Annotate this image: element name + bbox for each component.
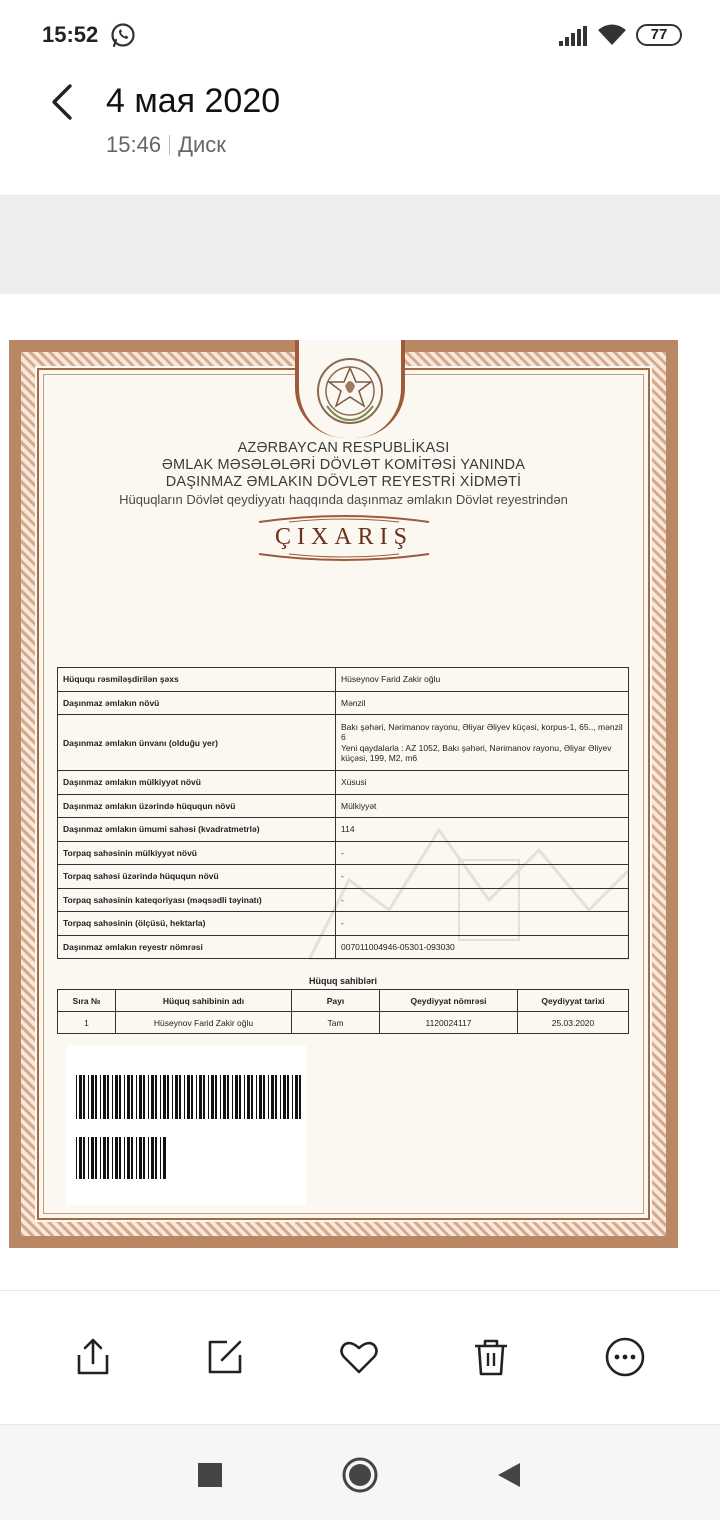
row-value: - [336,912,629,936]
battery-icon [636,24,682,46]
org-line-3: DAŞINMAZ ƏMLAKIN DÖVLƏT REYESTRİ XİDMƏTİ [165,474,522,490]
address-old: Bakı şəhəri, Nərimanov rayonu, Əliyar Əliyev küçəsi, korpus-1, 65.., mənzil 6 [341,721,623,742]
heading-ornament-bottom-icon [259,552,429,562]
table-row [58,888,629,912]
row-label: Daşınmaz əmlakın ünvanı (olduğu yer) [58,715,336,771]
address-new: Yeni qaydalarla : AZ 1052, Bakı şəhəri, Nərimanov rayonu, Əliyar Əliyev küçəsi, 199, M2, m6 [341,742,612,763]
row-label: Hüququ rəsmiləşdirilən şəxs [58,668,336,692]
divider [169,135,170,155]
row-value: - [336,888,629,912]
photo-source: Диск [178,132,226,157]
owner-cell: Tam [292,1012,380,1034]
wifi-icon [597,23,627,47]
row-value: 007011004946-05301-093030 [336,935,629,959]
column-header: Sıra № [58,990,116,1012]
row-label: Torpaq sahəsinin mülkiyyət növü [58,841,336,865]
more-icon[interactable] [603,1335,647,1379]
row-label: Daşınmaz əmlakın reyestr nömrəsi [58,935,336,959]
info-band [0,196,720,294]
table-row [58,715,629,771]
heading-text: ÇIXARIŞ [274,524,413,550]
org-line-2: ƏMLAK MƏSƏLƏLƏRİ DÖVLƏT KOMİTƏSİ YANINDA [161,457,526,473]
column-header: Qeydiyyat tarixi [518,990,629,1012]
photo-time: 15:46 [106,132,162,157]
row-value: - [336,865,629,889]
barcode-small-icon [76,1137,168,1179]
heading-ornament-top-icon [259,514,429,524]
favorite-icon[interactable] [337,1335,381,1379]
row-value: - [336,841,629,865]
back-button[interactable] [40,80,86,126]
column-header: Hüquq sahibinin adı [116,990,292,1012]
home-icon[interactable] [340,1455,380,1495]
recents-icon[interactable] [190,1455,230,1495]
owner-cell: 1120024117 [380,1012,518,1034]
page-title: 4 мая 2020 [106,82,281,120]
column-header: Qeydiyyat nömrəsi [380,990,518,1012]
share-icon[interactable] [71,1335,115,1379]
edit-icon[interactable] [203,1335,247,1379]
table-row [58,668,629,692]
document-heading [239,512,449,562]
table-row [58,794,629,818]
row-label: Daşınmaz əmlakın ümumi sahəsi (kvadratmetrlə) [58,818,336,842]
document-subtitle: Hüquqların Dövlət qeydiyyatı haqqında daşınmaz əmlakın Dövlət reyestrindən [119,492,568,507]
signal-icon [558,26,588,46]
delete-icon[interactable] [469,1335,513,1379]
row-value: Mənzil [336,691,629,715]
state-emblem-icon [315,356,385,426]
owners-header-row [58,990,629,1012]
table-row [58,771,629,795]
table-row [58,1012,629,1034]
whatsapp-icon [110,22,136,48]
table-row [58,935,629,959]
table-row [58,841,629,865]
document-image[interactable] [9,340,678,1248]
property-table [57,667,629,959]
row-value: Hüseynov Farid Zakir oğlu [336,668,629,692]
bottom-toolbar [0,1290,720,1424]
row-value: Mülkiyyət [336,794,629,818]
row-label: Torpaq sahəsi üzərində hüququn növü [58,865,336,889]
barcode-area [66,1045,306,1205]
table-row [58,865,629,889]
status-time: 15:52 [42,22,99,47]
owner-cell: Hüseynov Farid Zakir oğlu [116,1012,292,1034]
table-row [58,912,629,936]
owners-table [57,989,629,1034]
row-label: Daşınmaz əmlakın üzərində hüququn növü [58,794,336,818]
navigation-bar [0,1424,720,1520]
row-value-address [336,715,629,771]
row-label: Daşınmaz əmlakın mülkiyyət növü [58,771,336,795]
header [0,70,720,196]
table-row [58,818,629,842]
table-row [58,691,629,715]
barcode-icon [76,1075,304,1119]
row-value: Xüsusi [336,771,629,795]
issuing-organization [9,440,678,491]
column-header: Payı [292,990,380,1012]
row-value: 114 [336,818,629,842]
emblem-frame [295,340,405,438]
org-line-1: AZƏRBAYCAN RESPUBLİKASI [237,440,450,456]
owner-cell: 25.03.2020 [518,1012,629,1034]
back-icon[interactable] [490,1455,530,1495]
owners-title: Hüquq sahibləri [308,976,377,986]
battery-level: 77 [650,26,668,43]
header-subtitle [106,132,226,158]
status-bar [0,0,720,70]
row-label: Torpaq sahəsinin (ölçüsü, hektarla) [58,912,336,936]
owner-cell: 1 [58,1012,116,1034]
row-label: Daşınmaz əmlakın növü [58,691,336,715]
row-label: Torpaq sahəsinin kateqoriyası (məqsədli təyinatı) [58,888,336,912]
